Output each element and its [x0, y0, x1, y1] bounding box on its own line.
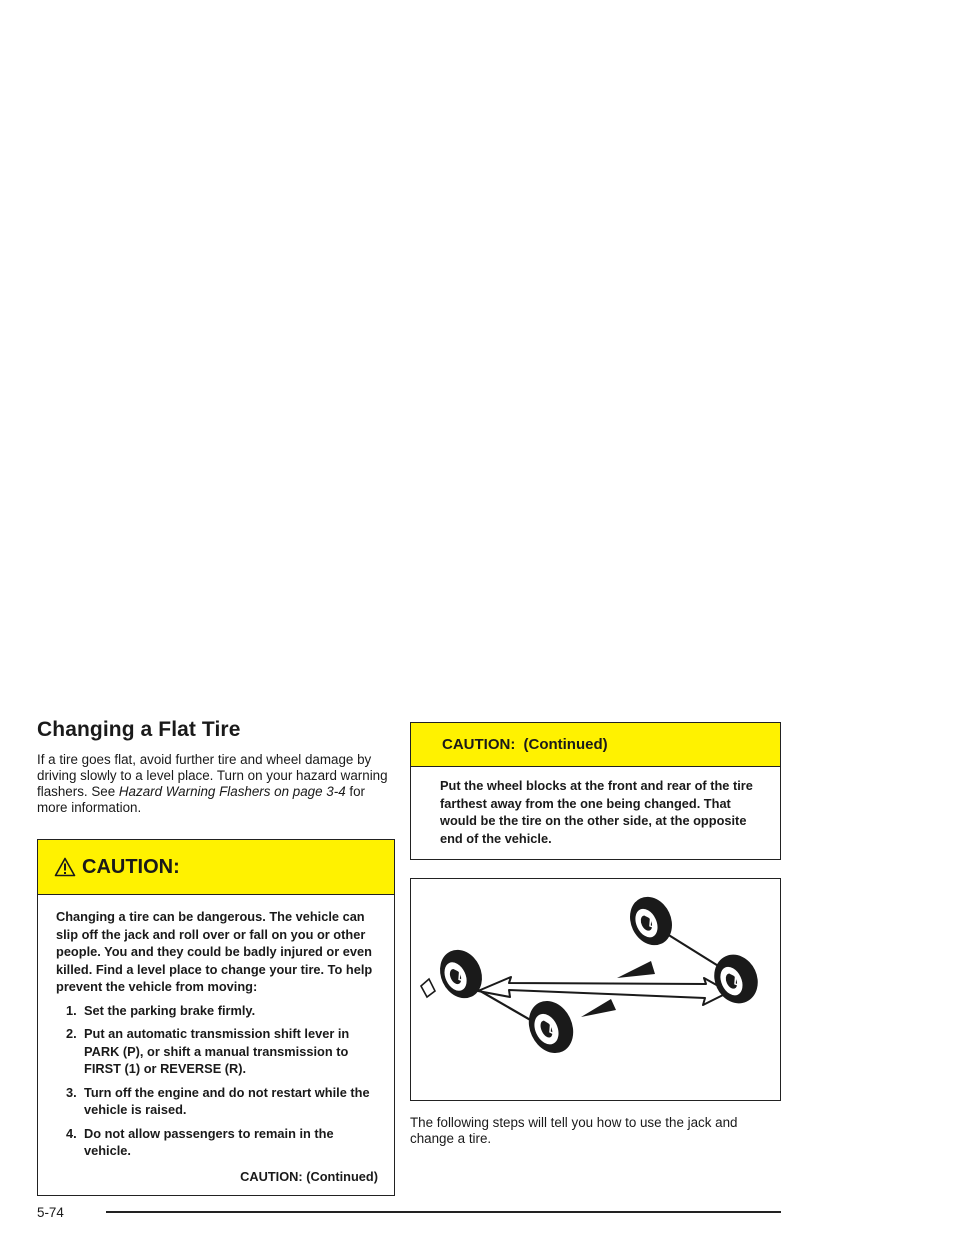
caution-title: CAUTION: [82, 855, 180, 878]
left-column [37, 718, 395, 1196]
wheel-block-icon [421, 979, 435, 997]
caution-header [411, 723, 780, 767]
step-number: 2. [66, 1026, 77, 1041]
step-number: 4. [66, 1125, 77, 1141]
wheel-block-icon [581, 999, 616, 1017]
page-number: 5-74 [37, 1205, 64, 1220]
tire-icon [622, 890, 679, 952]
figure-frame [410, 878, 781, 1101]
caution-text: Changing a tire can be dangerous. The vehicle can slip off the jack and roll over or fall on you or other people. You and they could be badly injured or even killed. Find a level place to change your tire. To help prevent the vehicle from moving: [56, 909, 373, 994]
intro-paragraph [37, 752, 395, 816]
step-text: Turn off the engine and do not restart while the vehicle is raised. [84, 1084, 370, 1117]
tire-icon [521, 994, 582, 1061]
intro-text-start: If a tire goes flat, avoid further tire and wheel damage by driving slowly to a level place. Turn on your hazard warning flashers. See [37, 752, 388, 799]
step-text: Set the parking brake firmly. [84, 1002, 256, 1018]
caution-body [38, 895, 394, 1195]
caution-steps-list [56, 1002, 376, 1160]
list-item [56, 1002, 376, 1020]
caution-box-continued [410, 722, 781, 860]
list-item [56, 1025, 376, 1078]
intro-text-end: for more information. [37, 784, 366, 815]
section-title: Changing a Flat Tire [37, 718, 241, 741]
tire-icon [432, 943, 489, 1005]
wheel-blocks-illustration [411, 879, 779, 1099]
footer-divider [106, 1211, 781, 1213]
warning-triangle-icon [54, 857, 76, 877]
right-column [410, 722, 781, 1147]
step-text: Do not allow passengers to remain in the vehicle. [84, 1125, 334, 1158]
hazard-flashers-link[interactable]: Hazard Warning Flashers on page 3-4 [118, 784, 346, 799]
caution-continued-label: CAUTION: (Continued) [240, 1168, 378, 1184]
step-text: Put an automatic transmission shift lever in PARK (P), or shift a manual transmission to FIRST (1) or REVERSE (R). [84, 1026, 350, 1076]
closing-paragraph: The following steps will tell you how to use the jack and change a tire. [410, 1115, 738, 1146]
caution-box-main [37, 839, 395, 1196]
list-item [56, 1125, 376, 1160]
step-number: 3. [66, 1084, 77, 1100]
step-number: 1. [66, 1002, 77, 1018]
wheel-block-icon [617, 961, 655, 978]
tire-icon [706, 947, 765, 1010]
list-item [56, 1084, 376, 1119]
caution-body: Put the wheel blocks at the front and rear of the tire farthest away from the one being changed. That would be the tire on the other side, at the opposite end of the vehicle. [440, 778, 753, 846]
caution-title: CAUTION: (Continued) [442, 736, 608, 753]
caution-header [38, 840, 394, 895]
